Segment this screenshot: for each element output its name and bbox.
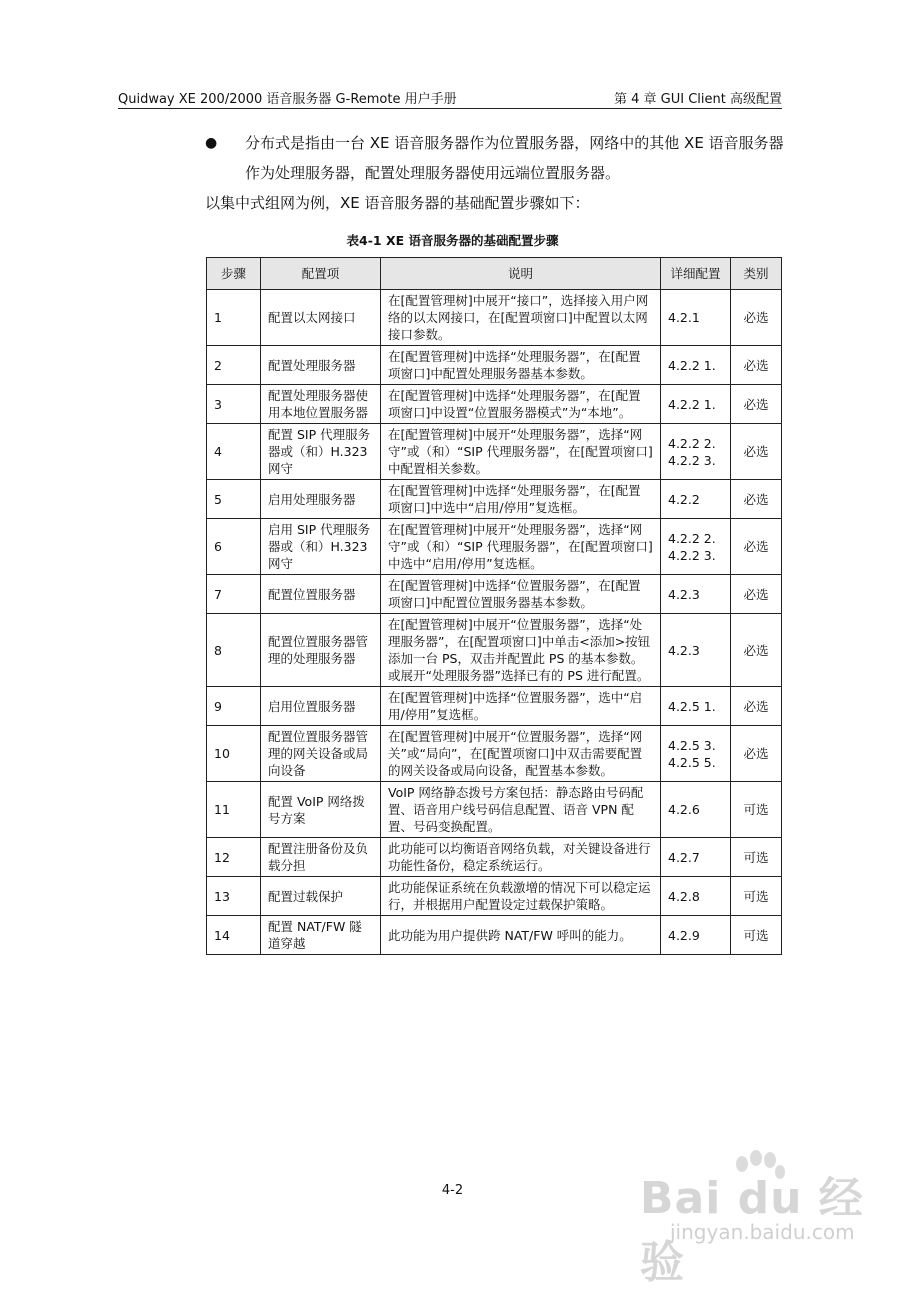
bullet-icon: ● — [205, 135, 218, 151]
category-cell: 必选 — [731, 614, 782, 687]
item-cell: 配置过载保护 — [261, 877, 381, 916]
detail-ref-cell: 4.2.2 2. 4.2.2 3. — [661, 519, 731, 575]
table-row — [207, 290, 782, 346]
step-cell: 4 — [207, 424, 261, 480]
step-cell: 6 — [207, 519, 261, 575]
detail-ref-cell: 4.2.3 — [661, 614, 731, 687]
table-row — [207, 424, 782, 480]
detail-ref-cell: 4.2.2 1. — [661, 385, 731, 424]
table-row — [207, 877, 782, 916]
category-cell: 可选 — [731, 916, 782, 955]
category-cell: 可选 — [731, 782, 782, 838]
category-cell: 必选 — [731, 687, 782, 726]
detail-ref-cell: 4.2.8 — [661, 877, 731, 916]
table-row — [207, 575, 782, 614]
header-step: 步骤 — [207, 258, 261, 290]
header-category: 类别 — [731, 258, 782, 290]
step-cell: 1 — [207, 290, 261, 346]
detail-ref-cell: 4.2.7 — [661, 838, 731, 877]
header-description: 说明 — [381, 258, 661, 290]
step-cell: 7 — [207, 575, 261, 614]
table-header-row — [207, 258, 782, 290]
description-cell: 在[配置管理树]中选择“位置服务器”，选中“启用/停用”复选框。 — [381, 687, 661, 726]
description-cell: 在[配置管理树]中选择“位置服务器”，在[配置项窗口]中配置位置服务器基本参数。 — [381, 575, 661, 614]
detail-ref-cell: 4.2.2 2. 4.2.2 3. — [661, 424, 731, 480]
detail-ref-cell: 4.2.9 — [661, 916, 731, 955]
table-row — [207, 480, 782, 519]
description-cell: VoIP 网络静态拨号方案包括：静态路由号码配置、语音用户线号码信息配置、语音 VPN 配置、号码变换配置。 — [381, 782, 661, 838]
description-cell: 在[配置管理树]中选择“处理服务器”，在[配置项窗口]中选中“启用/停用”复选框。 — [381, 480, 661, 519]
table-row — [207, 838, 782, 877]
category-cell: 必选 — [731, 726, 782, 782]
table-row — [207, 385, 782, 424]
header-title: Quidway XE 200/2000 语音服务器 G-Remote 用户手册 — [118, 92, 457, 107]
header-item: 配置项 — [261, 258, 381, 290]
category-cell: 必选 — [731, 346, 782, 385]
intro-text: 以集中式组网为例，XE 语音服务器的基础配置步骤如下： — [205, 194, 590, 212]
watermark-logo: Bai du 经验 — [640, 1173, 864, 1288]
detail-ref-cell: 4.2.6 — [661, 782, 731, 838]
category-cell: 可选 — [731, 838, 782, 877]
description-cell: 此功能为用户提供跨 NAT/FW 呼叫的能力。 — [381, 916, 661, 955]
detail-ref-cell: 4.2.1 — [661, 290, 731, 346]
description-cell: 在[配置管理树]中展开“接口”，选择接入用户网络的以太网接口，在[配置项窗口]中配置以太网接口参数。 — [381, 290, 661, 346]
page-number: 4-2 — [441, 1183, 464, 1198]
step-cell: 11 — [207, 782, 261, 838]
watermark-url: jingyan.baidu.com — [670, 1220, 855, 1244]
item-cell: 配置位置服务器 — [261, 575, 381, 614]
table-row — [207, 782, 782, 838]
watermark — [640, 1150, 880, 1288]
category-cell: 必选 — [731, 290, 782, 346]
bullet-paragraph — [205, 128, 785, 188]
category-cell: 必选 — [731, 480, 782, 519]
item-cell: 启用处理服务器 — [261, 480, 381, 519]
description-cell: 在[配置管理树]中展开“处理服务器”，选择“网守”或（和）“SIP 代理服务器”，在[配置项窗口]中配置相关参数。 — [381, 424, 661, 480]
description-cell: 此功能保证系统在负载激增的情况下可以稳定运行，并根据用户配置设定过载保护策略。 — [381, 877, 661, 916]
page-header — [118, 88, 782, 109]
description-cell: 在[配置管理树]中选择“处理服务器”，在[配置项窗口]中配置处理服务器基本参数。 — [381, 346, 661, 385]
category-cell: 必选 — [731, 575, 782, 614]
item-cell: 配置 NAT/FW 隧道穿越 — [261, 916, 381, 955]
detail-ref-cell: 4.2.5 3. 4.2.5 5. — [661, 726, 731, 782]
detail-ref-cell: 4.2.3 — [661, 575, 731, 614]
description-cell: 此功能可以均衡语音网络负载，对关键设备进行功能性备份，稳定系统运行。 — [381, 838, 661, 877]
step-cell: 9 — [207, 687, 261, 726]
bullet-text: 分布式是指由一台 XE 语音服务器作为位置服务器，网络中的其他 XE 语音服务器作为处理服务器，配置处理服务器使用远端位置服务器。 — [245, 134, 784, 182]
step-cell: 12 — [207, 838, 261, 877]
step-cell: 10 — [207, 726, 261, 782]
description-cell: 在[配置管理树]中展开“位置服务器”，选择“处理服务器”，在[配置项窗口]中单击<添加>按钮添加一台 PS，双击并配置此 PS 的基本参数。或展开“处理服务器”选择已有的 PS 进行配置。 — [381, 614, 661, 687]
step-cell: 5 — [207, 480, 261, 519]
header-detail: 详细配置 — [661, 258, 731, 290]
item-cell: 配置位置服务器管理的网关设备或局向设备 — [261, 726, 381, 782]
table-row — [207, 519, 782, 575]
step-cell: 3 — [207, 385, 261, 424]
description-cell: 在[配置管理树]中展开“位置服务器”，选择“网关”或“局向”，在[配置项窗口]中双击需要配置的网关设备或局向设备，配置基本参数。 — [381, 726, 661, 782]
table-row — [207, 916, 782, 955]
item-cell: 启用 SIP 代理服务器或（和）H.323 网守 — [261, 519, 381, 575]
detail-ref-cell: 4.2.2 — [661, 480, 731, 519]
item-cell: 配置注册备份及负载分担 — [261, 838, 381, 877]
step-cell: 13 — [207, 877, 261, 916]
item-cell: 配置处理服务器 — [261, 346, 381, 385]
category-cell: 必选 — [731, 385, 782, 424]
table-row — [207, 687, 782, 726]
table-body — [207, 290, 782, 955]
table-row — [207, 346, 782, 385]
config-steps-table — [206, 257, 782, 955]
category-cell: 必选 — [731, 424, 782, 480]
table-row — [207, 614, 782, 687]
detail-ref-cell: 4.2.2 1. — [661, 346, 731, 385]
step-cell: 14 — [207, 916, 261, 955]
category-cell: 必选 — [731, 519, 782, 575]
header-chapter: 第 4 章 GUI Client 高级配置 — [614, 92, 782, 107]
step-cell: 2 — [207, 346, 261, 385]
item-cell: 配置 VoIP 网络拨号方案 — [261, 782, 381, 838]
category-cell: 可选 — [731, 877, 782, 916]
item-cell: 配置以太网接口 — [261, 290, 381, 346]
table-caption: 表4-1 XE 语音服务器的基础配置步骤 — [346, 233, 559, 248]
item-cell: 配置处理服务器使用本地位置服务器 — [261, 385, 381, 424]
item-cell: 配置 SIP 代理服务器或（和）H.323 网守 — [261, 424, 381, 480]
item-cell: 启用位置服务器 — [261, 687, 381, 726]
description-cell: 在[配置管理树]中展开“处理服务器”，选择“网守”或（和）“SIP 代理服务器”，在[配置项窗口]中选中“启用/停用”复选框。 — [381, 519, 661, 575]
step-cell: 8 — [207, 614, 261, 687]
item-cell: 配置位置服务器管理的处理服务器 — [261, 614, 381, 687]
detail-ref-cell: 4.2.5 1. — [661, 687, 731, 726]
description-cell: 在[配置管理树]中选择“处理服务器”，在[配置项窗口]中设置“位置服务器模式”为“本地”。 — [381, 385, 661, 424]
table-row — [207, 726, 782, 782]
